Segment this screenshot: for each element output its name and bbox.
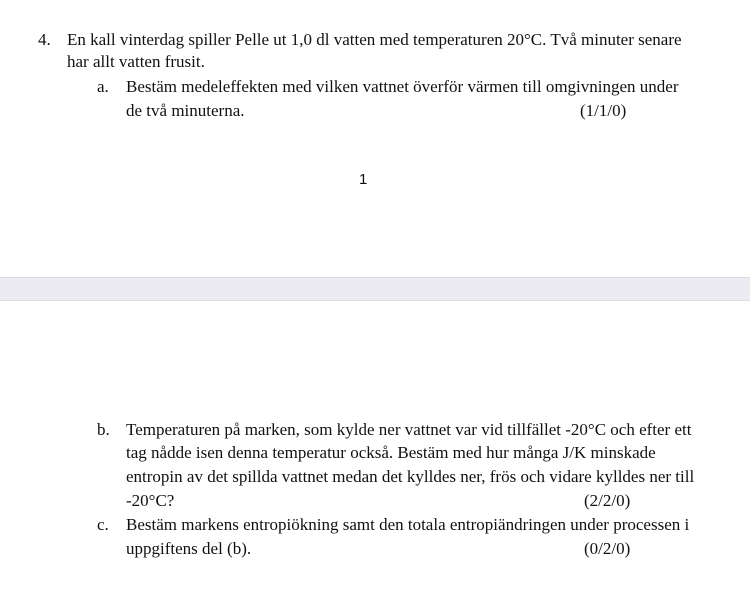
part-b-points: (2/2/0) <box>584 491 631 510</box>
part-a-line-1: Bestäm medeleffekten med vilken vattnet överför värmen till omgivningen under <box>126 77 679 96</box>
document-page-2 <box>0 301 750 594</box>
part-b-label: b. <box>97 420 110 439</box>
part-c-line-2: uppgiftens del (b). <box>126 539 252 558</box>
question-intro-line-2: har allt vatten frusit. <box>67 52 205 71</box>
part-a-points: (1/1/0) <box>580 101 627 120</box>
part-b-line-1: Temperaturen på marken, som kylde ner vattnet var vid tillfället -20°C och efter ett <box>126 420 692 439</box>
part-b-line-4: -20°C? <box>126 491 175 510</box>
part-c-label: c. <box>97 515 109 534</box>
question-number: 4. <box>38 30 51 49</box>
question-intro-line-1: En kall vinterdag spiller Pelle ut 1,0 dl vatten med temperaturen 20°C. Två minuter senare <box>67 30 682 49</box>
part-a-label: a. <box>97 77 109 96</box>
document-page-1 <box>0 0 750 277</box>
part-a-line-2: de två minuterna. <box>126 101 245 120</box>
part-b-line-3: entropin av det spillda vattnet medan det kylldes ner, frös och vidare kylldes ner till <box>126 467 695 486</box>
part-c-line-1: Bestäm markens entropiökning samt den totala entropiändringen under processen i <box>126 515 690 534</box>
page-separator <box>0 277 750 301</box>
part-c-points: (0/2/0) <box>584 539 631 558</box>
page-number: 1 <box>359 171 368 188</box>
part-b-line-2: tag nådde isen denna temperatur också. Bestäm med hur många J/K minskade <box>126 443 656 462</box>
